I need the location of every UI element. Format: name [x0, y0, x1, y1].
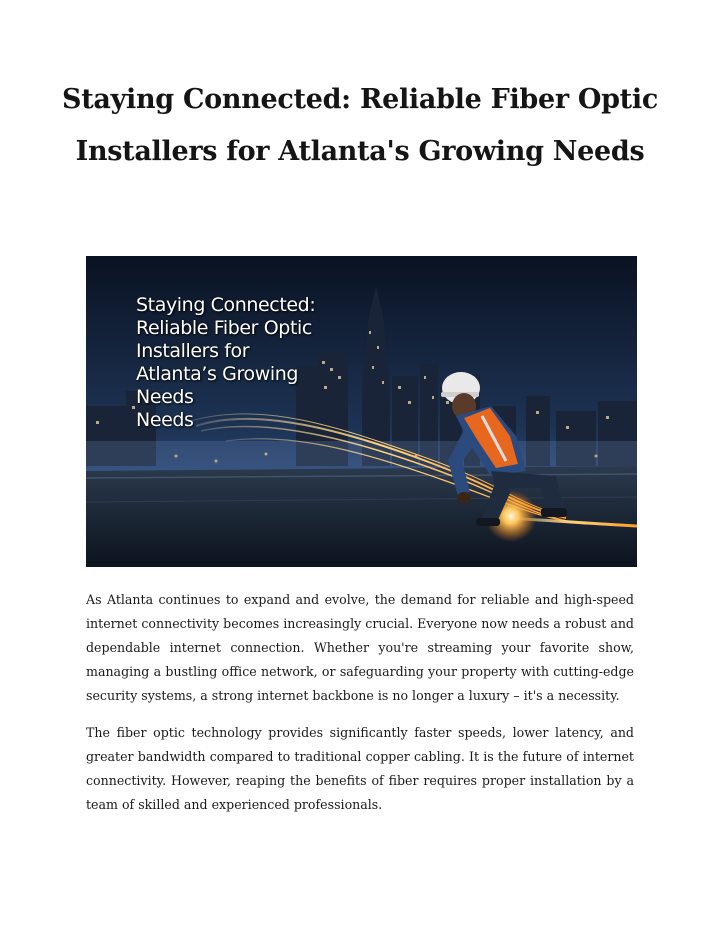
hero-overlay-line: Installers for — [136, 340, 250, 362]
hero-overlay-line: Staying Connected: — [136, 294, 316, 316]
body-paragraph: The fiber optic technology provides significantly faster speeds, lower latency, and greater bandwidth compared to traditional copper cabling. It is the future of internet connectivity. However, reaping the benefits of fiber requires proper installation by a team of skilled and experienced professionals. — [86, 725, 634, 812]
hero-overlay-line: Atlanta’s Growing — [136, 363, 299, 385]
body-paragraph: As Atlanta continues to expand and evolve, the demand for reliable and high-speed internet connectivity becomes increasingly crucial. Everyone now needs a robust and dependable internet connection. Whether you're streaming your favorite show, managing a bustling office network, or safeguarding your property with cutting-edge security systems, a strong internet backbone is no longer a luxury – it's a necessity. — [86, 592, 634, 703]
hero-overlay-line: Needs — [136, 386, 194, 408]
hero-image — [86, 256, 637, 567]
hero-overlay-text — [136, 294, 396, 432]
page-title: Staying Connected: Reliable Fiber Optic Installers for Atlanta's Growing Needs — [62, 84, 658, 167]
hero-overlay-line: Reliable Fiber Optic — [136, 317, 312, 339]
hero-overlay-line: Needs — [136, 409, 194, 431]
